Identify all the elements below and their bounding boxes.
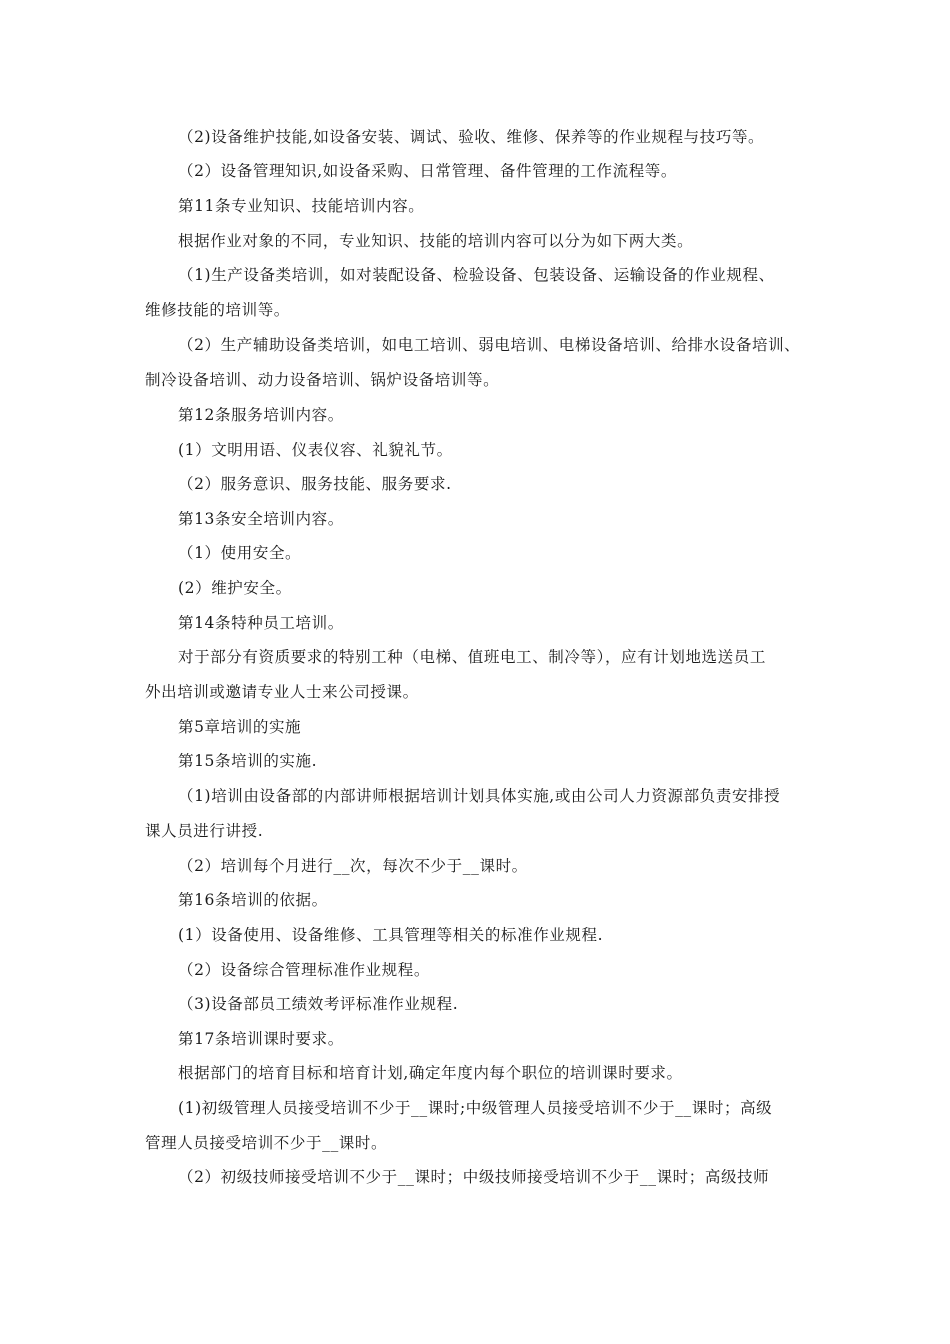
text-line: （1)培训由设备部的内部讲师根据培训计划具体实施,或由公司人力资源部负责安排授 [178, 787, 781, 805]
section-heading: 第14条特种员工培训。 [178, 614, 344, 632]
text-line: 对于部分有资质要求的特别工种（电梯、值班电工、制冷等），应有计划地选送员工 [178, 648, 766, 666]
text-line: (1)初级管理人员接受培训不少于__课时;中级管理人员接受培训不少于__课时；高级 [178, 1099, 773, 1117]
text-line: （2）服务意识、服务技能、服务要求. [178, 475, 452, 493]
section-heading: 第15条培训的实施. [178, 752, 318, 770]
text-line: (2）维护安全。 [178, 579, 292, 597]
text-line: （2）设备管理知识,如设备采购、日常管理、备件管理的工作流程等。 [178, 162, 677, 180]
text-line: （1）使用安全。 [178, 544, 302, 562]
text-line: 管理人员接受培训不少于__课时。 [145, 1134, 388, 1152]
text-line: (1）文明用语、仪表仪容、礼貌礼节。 [178, 441, 453, 459]
chapter-heading: 第5章培训的实施 [178, 718, 302, 736]
text-line: （3)设备部员工绩效考评标准作业规程. [178, 995, 459, 1013]
text-line: （2）生产辅助设备类培训，如电工培训、弱电培训、电梯设备培训、给排水设备培训、 [178, 336, 801, 354]
text-line: (1）设备使用、设备维修、工具管理等相关的标准作业规程. [178, 926, 604, 944]
text-line: 课人员进行讲授. [145, 822, 264, 840]
text-line: 外出培训或邀请专业人士来公司授课。 [145, 683, 419, 701]
text-line: （1)生产设备类培训，如对装配设备、检验设备、包装设备、运输设备的作业规程、 [178, 266, 775, 284]
section-heading: 第17条培训课时要求。 [178, 1030, 344, 1048]
text-line: （2）培训每个月进行__次，每次不少于__课时。 [178, 857, 528, 875]
text-line: （2）设备综合管理标准作业规程。 [178, 961, 430, 979]
section-heading: 第11条专业知识、技能培训内容。 [178, 197, 425, 215]
text-line: 制冷设备培训、动力设备培训、锅炉设备培训等。 [145, 371, 500, 389]
text-line: 根据部门的培育目标和培育计划,确定年度内每个职位的培训课时要求。 [178, 1064, 683, 1082]
text-line: （2)设备维护技能,如设备安装、调试、验收、维修、保养等的作业规程与技巧等。 [178, 128, 765, 146]
text-line: （2）初级技师接受培训不少于__课时；中级技师接受培训不少于__课时；高级技师 [178, 1168, 770, 1186]
text-line: 根据作业对象的不同，专业知识、技能的培训内容可以分为如下两大类。 [178, 232, 694, 250]
section-heading: 第12条服务培训内容。 [178, 406, 344, 424]
text-line: 维修技能的培训等。 [145, 301, 290, 319]
section-heading: 第16条培训的依据。 [178, 891, 328, 909]
section-heading: 第13条安全培训内容。 [178, 510, 344, 528]
